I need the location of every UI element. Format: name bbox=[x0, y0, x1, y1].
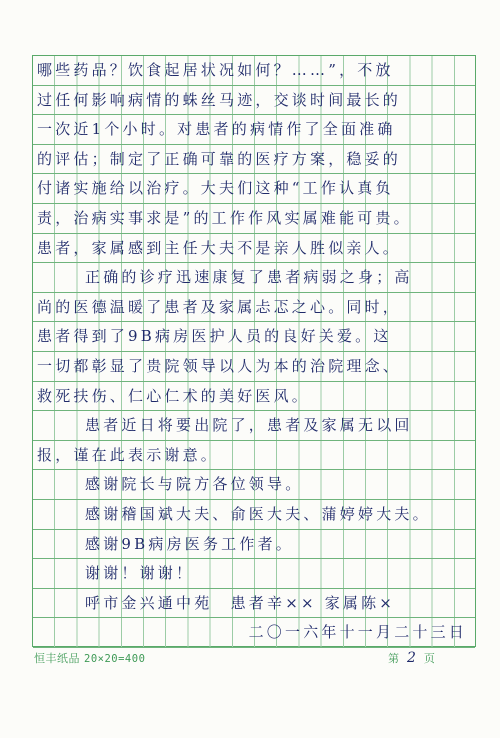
handwritten-line: 尚的医德温暖了患者及家属忐忑之心。同时， bbox=[37, 297, 402, 316]
manuscript-row bbox=[33, 589, 475, 619]
handwritten-line: 患者，家属感到主任大夫不是亲人胜似亲人。 bbox=[37, 238, 402, 257]
manuscript-row bbox=[33, 322, 475, 352]
page-number-label bbox=[388, 650, 435, 666]
handwritten-line: 感谢9B病房医务工作者。 bbox=[85, 534, 294, 553]
handwritten-line: 付诸实施给以治疗。大夫们这种“工作认真负 bbox=[37, 179, 394, 198]
handwritten-line: 救死扶伤、仁心仁术的美好医风。 bbox=[37, 386, 311, 405]
handwritten-line: 一次近1个小时。对患者的病情作了全面准确 bbox=[37, 120, 396, 139]
manuscript-row bbox=[33, 174, 475, 204]
handwritten-line: 患者得到了9B病房医护人员的良好关爱。这 bbox=[37, 327, 392, 346]
manuscript-grid bbox=[32, 55, 476, 647]
handwritten-line: 患者近日将要出院了，患者及家属无以回 bbox=[85, 416, 413, 435]
paper-brand-name: 恒丰纸品 bbox=[34, 652, 80, 665]
page-prefix: 第 bbox=[388, 652, 399, 665]
handwritten-line: 呼市金兴通中苑 患者辛×× 家属陈× bbox=[85, 593, 396, 612]
handwritten-line: 二〇一六年十一月二十三日 bbox=[248, 623, 467, 642]
handwritten-line: 报，谨在此表示谢意。 bbox=[37, 445, 220, 464]
handwritten-line: 感谢院长与院方各位领导。 bbox=[85, 475, 304, 494]
manuscript-row bbox=[33, 145, 475, 175]
manuscript-row bbox=[33, 411, 475, 441]
handwritten-line: 过任何影响病情的蛛丝马迹，交谈时间最长的 bbox=[37, 90, 402, 109]
manuscript-row bbox=[33, 530, 475, 560]
manuscript-row bbox=[33, 115, 475, 145]
page-number: 2 bbox=[407, 650, 416, 666]
manuscript-row bbox=[33, 559, 475, 589]
manuscript-row bbox=[33, 382, 475, 412]
handwritten-line: 的评估；制定了正确可靠的医疗方案，稳妥的 bbox=[37, 149, 402, 168]
manuscript-row bbox=[33, 86, 475, 116]
handwritten-line: 谢谢！谢谢！ bbox=[85, 564, 195, 583]
manuscript-row bbox=[33, 500, 475, 530]
manuscript-row bbox=[33, 293, 475, 323]
manuscript-row bbox=[33, 441, 475, 471]
manuscript-row bbox=[33, 352, 475, 382]
manuscript-row bbox=[33, 263, 475, 293]
paper-brand-label bbox=[34, 650, 145, 666]
handwritten-line: 哪些药品？饮食起居状况如何？……”，不放 bbox=[37, 61, 394, 79]
handwritten-line: 感谢稽国斌大夫、俞医大夫、蒲婷婷大夫。 bbox=[85, 505, 431, 523]
paper-grid-spec: 20×20=400 bbox=[84, 653, 146, 665]
handwritten-line: 责，治病实事求是”的工作作风实属难能可贵。 bbox=[37, 209, 412, 227]
manuscript-row bbox=[33, 56, 475, 86]
handwritten-line: 正确的诊疗迅速康复了患者病弱之身；高 bbox=[85, 268, 413, 287]
manuscript-row bbox=[33, 618, 475, 648]
manuscript-row bbox=[33, 470, 475, 500]
manuscript-row bbox=[33, 204, 475, 234]
page-suffix: 页 bbox=[423, 652, 435, 665]
manuscript-row bbox=[33, 234, 475, 264]
handwritten-line: 一切都彰显了贵院领导以人为本的治院理念、 bbox=[37, 357, 402, 375]
